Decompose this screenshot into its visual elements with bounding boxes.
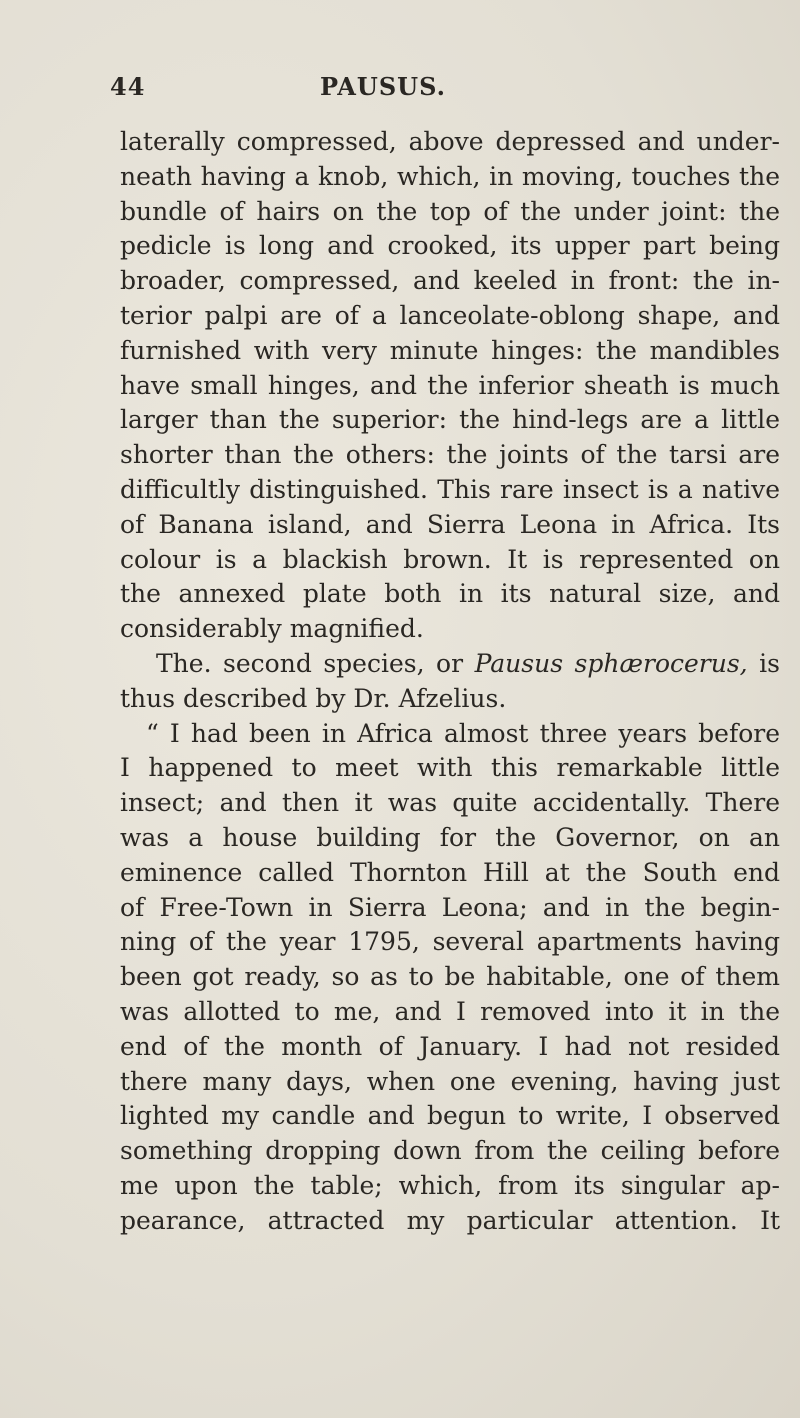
text-line: “ I had been in Africa almost three years before <box>146 718 780 748</box>
page-number: 44 <box>110 72 146 101</box>
text-line: insect; and then it was quite accidentally. There <box>120 788 780 818</box>
text-line: bundle of hairs on the top of the under joint: the <box>120 196 780 226</box>
text-line: I happened to meet with this remarkable little <box>120 753 780 783</box>
text-line: neath having a knob, which, in moving, touches the <box>120 161 780 191</box>
text-line: furnished with very minute hinges: the mandibles <box>120 335 780 365</box>
text-line: thus described by Dr. Afzelius. <box>120 683 507 713</box>
text-line: pearance, attracted my particular attention. It <box>120 1205 780 1235</box>
text-line: was a house building for the Governor, on an <box>120 822 780 852</box>
species-intro: The. second species, or <box>156 648 475 678</box>
text-line: end of the month of January. I had not resided <box>120 1031 780 1061</box>
text-line: of Banana island, and Sierra Leona in Africa. Its <box>120 509 780 539</box>
text-line: was allotted to me, and I removed into it in the <box>120 996 780 1026</box>
text-line: of Free-Town in Sierra Leona; and in the begin- <box>120 892 780 922</box>
text-line: colour is a blackish brown. It is represented on <box>120 544 780 574</box>
text-line: considerably magnified. <box>120 614 424 644</box>
text-line: pedicle is long and crooked, its upper part being <box>120 231 780 261</box>
running-title: PAUSUS. <box>320 72 446 101</box>
text-line: been got ready, so as to be habitable, one of them <box>120 962 780 992</box>
text-line: me upon the table; which, from its singular ap- <box>120 1170 780 1200</box>
text-line: something dropping down from the ceiling before <box>120 1136 780 1166</box>
text-line: difficultly distinguished. This rare insect is a native <box>120 474 780 504</box>
text-line: have small hinges, and the inferior sheath is much <box>120 370 780 400</box>
text-line: broader, compressed, and keeled in front: the in- <box>120 266 780 296</box>
text-line-species <box>120 647 780 682</box>
body-text <box>120 125 780 1239</box>
text-line: terior palpi are of a lanceolate-oblong shape, and <box>120 300 780 330</box>
text-line: there many days, when one evening, having just <box>120 1066 780 1096</box>
text-line: shorter than the others: the joints of the tarsi are <box>120 440 780 470</box>
species-tail: is <box>747 648 780 678</box>
species-name: Pausus sphærocerus, <box>474 648 748 678</box>
text-line: the annexed plate both in its natural size, and <box>120 579 780 609</box>
page-header <box>0 72 800 108</box>
text-line: eminence called Thornton Hill at the South end <box>120 857 780 887</box>
text-line: ning of the year 1795, several apartments having <box>120 927 780 957</box>
text-line: larger than the superior: the hind-legs are a little <box>120 405 780 435</box>
text-line: lighted my candle and begun to write, I observed <box>120 1101 780 1131</box>
text-line: laterally compressed, above depressed and under- <box>120 127 780 156</box>
